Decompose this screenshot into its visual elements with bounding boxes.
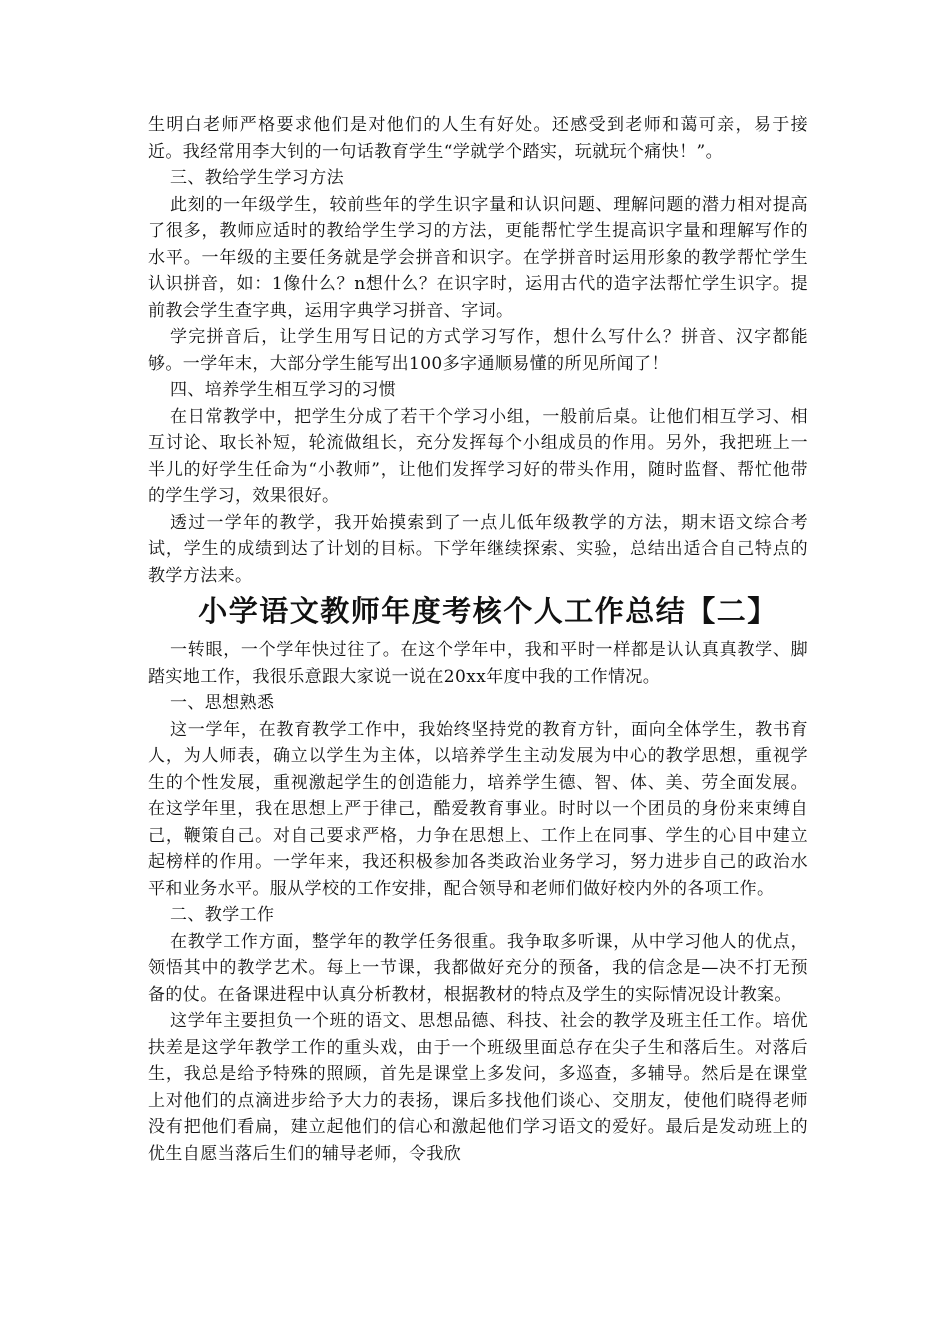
paragraph-3b: 学完拼音后，让学生用写日记的方式学习写作，想什么写什么？拼音、汉字都能够。一学年末，大部分学生能写出100多字通顺易懂的所见所闻了！ — [148, 327, 808, 374]
paragraph-2a: 在教学工作方面，整学年的教学任务很重。我争取多听课，从中学习他人的优点，领悟其中的教学艺术。每上一节课，我都做好充分的预备，我的信念是—决不打无预备的仗。在备课进程中认真分析教材，根据教材的特点及学生的实际情况设计教案。 — [148, 931, 808, 1005]
paragraph-continued: 生明白老师严格要求他们是对他们的人生有好处。还感受到老师和蔼可亲，易于接近。我经常用李大钊的一句话教育学生“学就学个踏实，玩就玩个痛快！”。 — [148, 115, 808, 162]
section-heading-4: 四、培养学生相互学习的习惯 — [170, 380, 397, 400]
paragraph-1: 这一学年，在教育教学工作中，我始终坚持党的教育方针，面向全体学生，教书育人，为人师表，确立以学生为主体，以培养学生主动发展为中心的教学思想，重视学生的个性发展，重视激起学生的创造能力，培养学生德、智、体、美、劳全面发展。在这学年里，我在思想上严于律己，酷爱教育事业。时时以一个团员的身份来束缚自己，鞭策自己。对自己要求严格，力争在思想上、工作上在同事、学生的心目中建立起榜样的作用。一学年来，我还积极参加各类政治业务学习，努力进步自己的政治水平和业务水平。服从学校的工作安排，配合领导和老师们做好校内外的各项工作。 — [148, 719, 808, 899]
paragraph-2b: 这学年主要担负一个班的语文、思想品德、科技、社会的教学及班主任工作。培优扶差是这学年教学工作的重头戏，由于一个班级里面总存在尖子生和落后生。对落后生，我总是给予特殊的照顾，首先是课堂上多发问，多巡查，多辅导。然后是在课堂上对他们的点滴进步给予大力的表扬，课后多找他们谈心、交朋友，使他们晓得老师没有把他们看扁，建立起他们的信心和激起他们学习语文的爱好。最后是发动班上的优生自愿当落后生们的辅导老师，令我欣 — [148, 1011, 808, 1164]
section-heading-2: 二、教学工作 — [170, 905, 275, 925]
section-heading-1: 一、思想熟悉 — [170, 693, 275, 713]
paragraph-conclusion: 透过一学年的教学，我开始摸索到了一点儿低年级教学的方法，期末语文综合考试，学生的成绩到达了计划的目标。下学年继续探索、实验，总结出适合自己特点的教学方法来。 — [148, 512, 808, 586]
paragraph-intro: 一转眼，一个学年快过往了。在这个学年中，我和平时一样都是认认真真教学、脚踏实地工作，我很乐意跟大家说一说在20xx年度中我的工作情况。 — [148, 640, 808, 687]
paragraph-3a: 此刻的一年级学生，较前些年的学生识字量和认识问题、理解问题的潜力相对提高了很多，教师应适时的教给学生学习的方法，更能帮忙学生提高识字量和理解写作的水平。一年级的主要任务就是学会拼音和识字。在学拼音时运用形象的教学帮忙学生认识拼音，如：1像什么？n想什么？在识字时，运用古代的造字法帮忙学生识字。提前教会学生查字典，运用字典学习拼音、字词。 — [148, 194, 808, 321]
document-page — [148, 112, 808, 1167]
paragraph-4: 在日常教学中，把学生分成了若干个学习小组，一般前后桌。让他们相互学习、相互讨论、取长补短，轮流做组长，充分发挥每个小组成员的作用。另外，我把班上一半儿的好学生任命为“小教师”，让他们发挥学习好的带头作用，随时监督、帮忙他带的学生学习，效果很好。 — [148, 406, 808, 506]
section-heading-3: 三、教给学生学习方法 — [170, 168, 344, 188]
document-title: 小学语文教师年度考核个人工作总结【二】 — [198, 594, 778, 628]
